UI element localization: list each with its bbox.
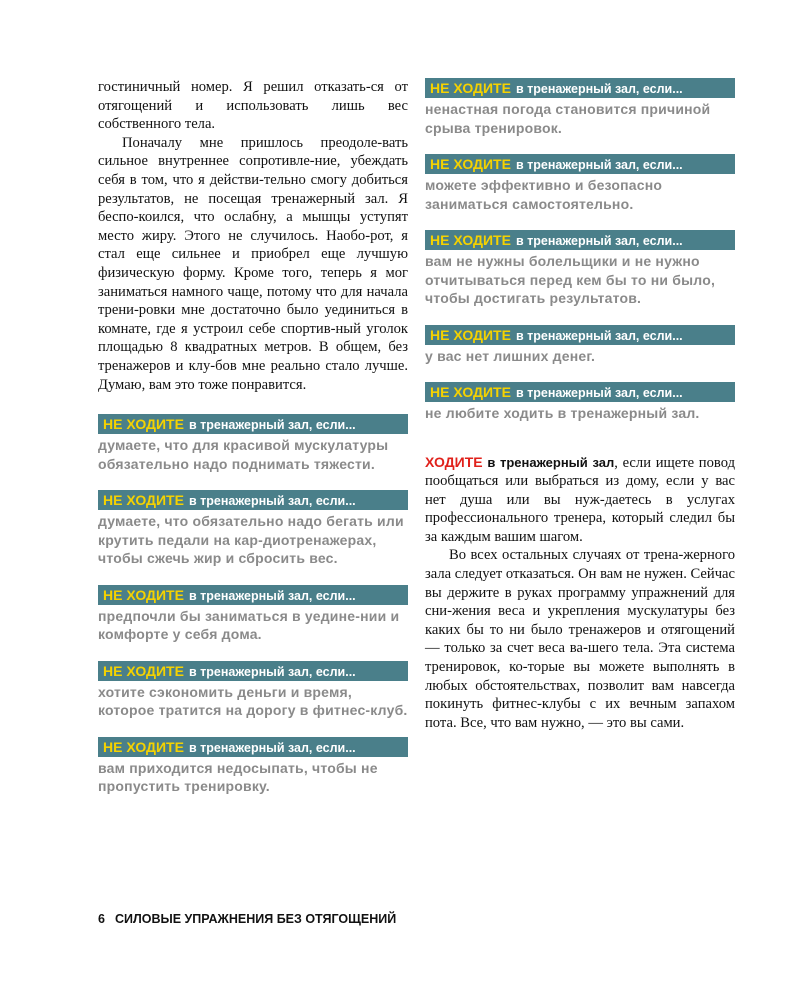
tip-header-bar	[98, 414, 408, 434]
go-rest-text: , если ищете повод пообщаться или выбраться из дому, если у вас нет душа или вы нуж-даетесь в услугах профессионального тренера, который следил бы за каждым вашим шагом.	[425, 454, 735, 545]
tip-header-bar	[425, 78, 735, 98]
tip-prefix: НЕ ХОДИТЕ	[430, 80, 511, 96]
tip-rest: в тренажерный зал, если...	[188, 588, 356, 603]
tip-text: ненастная погода становится причиной срыва тренировок.	[425, 101, 711, 136]
tip-rest: в тренажерный зал, если...	[188, 664, 356, 679]
tip-block	[98, 661, 408, 720]
tip-prefix: НЕ ХОДИТЕ	[430, 232, 511, 248]
tip-prefix: НЕ ХОДИТЕ	[103, 492, 184, 509]
go-highlight: ХОДИТЕ	[425, 453, 483, 470]
tip-rest: в тренажерный зал, если...	[188, 740, 356, 755]
tip-header-bar	[425, 154, 735, 174]
tip-block	[98, 737, 408, 796]
tip-prefix: НЕ ХОДИТЕ	[103, 662, 184, 679]
tip-block	[425, 382, 735, 423]
tip-text: думаете, что обязательно надо бегать или крутить педали на кар-диотренажерах, чтобы сжечь жир и сбросить вес.	[98, 513, 404, 567]
right-final-paragraph: Во всех остальных случаях от трена-жерного зала следует отказаться. Он вам не нужен. Сейчас вы держите в руках программу упражнений для сни-жения веса и укрепления мускулатуры без каких бы то ни было тренажеров и отягощений — только за счет веса ва-шего тела. Эта система тренировок, ко-торые вы можете выполнять в любых обстоятельствах, позволит вам навсегда покинуть фитнес-клубы с их вечным запахом пота. Все, что вам нужно, — это вы сами.	[425, 547, 735, 731]
tip-header-bar	[98, 737, 408, 757]
tip-header-bar	[98, 661, 408, 681]
tip-prefix: НЕ ХОДИТЕ	[103, 416, 184, 433]
tip-block	[425, 230, 735, 308]
left-column	[98, 78, 408, 796]
tip-text: хотите сэкономить деньги и время, которое тратится на дорогу в фитнес-клуб.	[98, 683, 408, 719]
tip-text: не любите ходить в тренажерный зал.	[425, 405, 700, 421]
tip-prefix: НЕ ХОДИТЕ	[430, 156, 511, 172]
tip-block	[98, 414, 408, 473]
tip-rest: в тренажерный зал, если...	[188, 418, 356, 433]
left-paragraph-1: гостиничный номер. Я решил отказать-ся от отягощений и использовать лишь вес собственного тела.	[98, 79, 408, 133]
tip-text: у вас нет лишних денег.	[425, 347, 596, 364]
tip-header-bar	[425, 325, 735, 345]
tip-prefix: НЕ ХОДИТЕ	[103, 738, 184, 755]
tip-block	[98, 490, 408, 568]
tip-prefix: НЕ ХОДИТЕ	[103, 586, 184, 603]
tip-block	[425, 154, 735, 213]
tip-block	[98, 585, 408, 644]
tip-prefix: НЕ ХОДИТЕ	[430, 326, 511, 343]
tip-rest: в тренажерный зал, если...	[188, 494, 356, 509]
page-footer	[98, 912, 396, 926]
tip-text: предпочли бы заниматься в уедине-нии и комфорте у себя дома.	[98, 607, 400, 643]
tip-prefix: НЕ ХОДИТЕ	[430, 384, 511, 400]
tip-rest: в тренажерный зал, если...	[515, 82, 683, 96]
tip-rest: в тренажерный зал, если...	[515, 158, 683, 172]
tip-header-bar	[425, 382, 735, 402]
go-bold-phrase: в тренажерный зал	[487, 454, 615, 470]
tip-rest: в тренажерный зал, если...	[515, 386, 683, 400]
tip-header-bar	[98, 585, 408, 605]
tip-text: вам не нужны болельщики и не нужно отчитываться перед кем бы то ни было, чтобы достигать результатов.	[425, 253, 716, 306]
right-column	[425, 78, 735, 732]
tip-rest: в тренажерный зал, если...	[515, 234, 683, 248]
tip-block	[425, 325, 735, 366]
page-number: 6	[98, 912, 105, 926]
tip-text: вам приходится недосыпать, чтобы не пропустить тренировку.	[98, 759, 378, 795]
go-paragraph	[425, 453, 735, 547]
tip-header-bar	[425, 230, 735, 250]
running-title: СИЛОВЫЕ УПРАЖНЕНИЯ БЕЗ ОТЯГОЩЕНИЙ	[114, 912, 397, 926]
tip-header-bar	[98, 490, 408, 510]
left-paragraph-2: Поначалу мне пришлось преодоле-вать сильное внутреннее сопротивле-ние, убеждать себя в том, что я действи-тельно смогу добиться результатов, не посещая тренажерный зал. Я беспо-коился, что ослабну, а мышцы уступят место жиру. Этого не случилось. Наобо-рот, я стал еще сильнее и приобрел еще лучшую физическую форму. Кроме того, теперь я мог заниматься намного чаще, потому что для начала трени-ровки мне достаточно было уединиться в комнате, где я устроил себе спортив-ный уголок площадью 8 квадратных метров. В общем, без тренажеров и клу-бов мне реально стало лучше. Думаю, вам это тоже понравится.	[98, 134, 408, 393]
tip-text: думаете, что для красивой мускулатуры обязательно надо поднимать тяжести.	[98, 437, 389, 472]
tip-text: можете эффективно и безопасно заниматься самостоятельно.	[425, 177, 663, 212]
tip-block	[425, 78, 735, 137]
tip-rest: в тренажерный зал, если...	[515, 328, 683, 343]
